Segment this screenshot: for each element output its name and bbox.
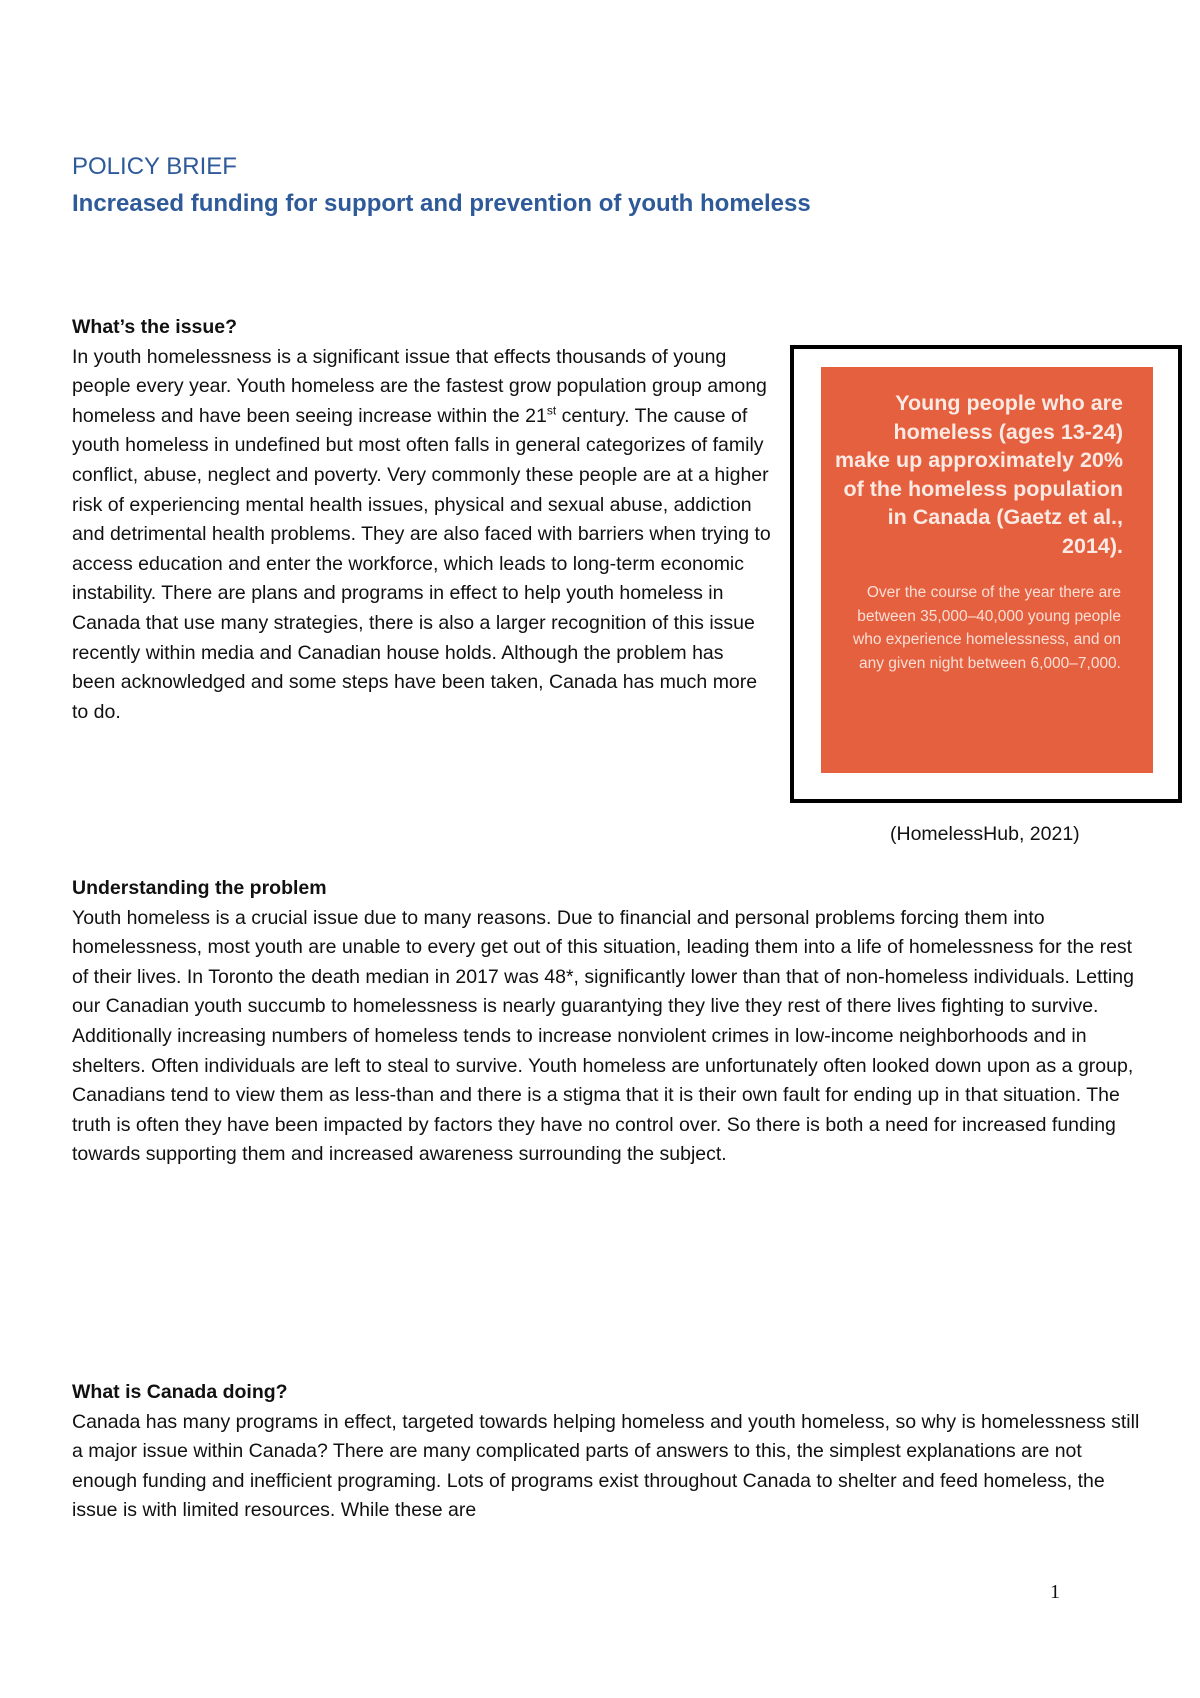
section-heading-problem: Understanding the problem — [72, 877, 327, 899]
superscript-st: st — [546, 403, 557, 418]
issue-text-part1: In youth homelessness is a significant issue that effects thousands of young people every year. Youth homeless are the fastest grow population group among homeless and have been seeing increase within the 21 — [72, 345, 767, 427]
document-title: Increased funding for support and prevention of youth homeless — [72, 190, 811, 217]
infographic-body: Over the course of the year there are between 35,000–40,000 young people who experience homelessness, and on any given night between 6,000–7,000. — [853, 584, 1121, 672]
issue-text-part2: century. The cause of youth homeless in undefined but most often falls in general categorizes of family conflict, abuse, neglect and poverty. Very commonly these people are at a higher risk of experiencing mental health issues, physical and sexual abuse, addiction and detrimental health problems. They are also faced with barriers when trying to access education and enter the workforce, which leads to long-term economic instability. There are plans and programs in effect to help youth homeless in Canada that use many strategies, there is also a larger recognition of this issue recently within media and Canadian house holds. Although the problem has been acknowledged and some steps have been taken, Canada has much more to do. — [72, 404, 771, 723]
section-issue — [72, 313, 772, 727]
section-issue-paragraph — [72, 343, 772, 728]
infographic-figure — [790, 345, 1182, 803]
infographic-headline: Young people who are homeless (ages 13-24) make up approximately 20% of the homeless population in Canada (Gaetz et al., 2014). — [835, 391, 1123, 558]
section-problem-paragraph: Youth homeless is a crucial issue due to many reasons. Due to financial and personal problems forcing them into homelessness, most youth are unable to every get out of this situation, leading them into a life of homelessness for the rest of their lives. In Toronto the death median in 2017 was 48*, significantly lower than that of non-homeless individuals. Letting our Canadian youth succumb to homelessness is nearly guarantying they live they rest of there lives fighting to survive. Additionally increasing numbers of homeless tends to increase nonviolent crimes in low-income neighborhoods and in shelters. Often individuals are left to steal to survive. Youth homeless are unfortunately often looked down upon as a group, Canadians tend to view them as less-than and there is a stigma that it is their own fault for ending up in that situation. The truth is often they have been impacted by factors they have no control over. So there is both a need for increased funding towards supporting them and increased awareness surrounding the subject. — [72, 906, 1134, 1166]
figure-citation: (HomelessHub, 2021) — [890, 823, 1080, 845]
section-canada-paragraph: Canada has many programs in effect, targeted towards helping homeless and youth homeless, so why is homelessness still a major issue within Canada? There are many complicated parts of answers to this, the simplest explanations are not enough funding and inefficient programing. Lots of programs exist throughout Canada to shelter and feed homeless, the issue is with limited resources. While these are — [72, 1410, 1140, 1522]
section-problem — [72, 874, 1142, 1170]
document-label: POLICY BRIEF — [72, 153, 237, 180]
section-canada — [72, 1378, 1142, 1526]
title-block — [72, 150, 1132, 224]
section-heading-canada: What is Canada doing? — [72, 1381, 288, 1403]
section-heading-issue: What’s the issue? — [72, 316, 238, 338]
infographic-panel — [821, 367, 1153, 773]
page-number: 1 — [1050, 1581, 1060, 1603]
